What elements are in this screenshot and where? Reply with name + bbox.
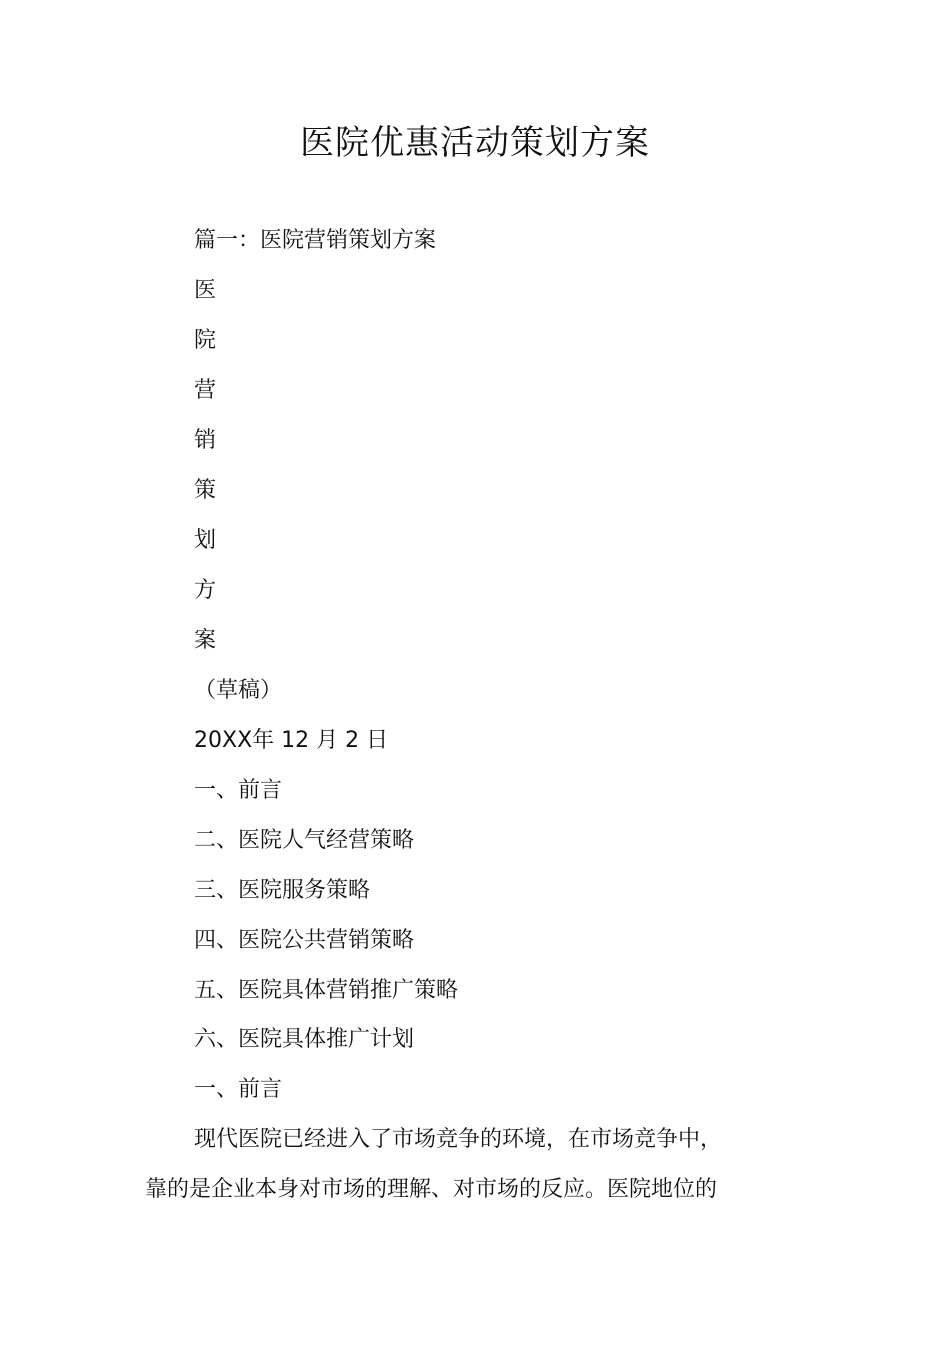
vertical-char: 销 bbox=[194, 428, 217, 453]
body-paragraph-line: 现代医院已经进入了市场竞争的环境，在市场竞争中， bbox=[194, 1127, 723, 1152]
vertical-char: 划 bbox=[194, 528, 217, 553]
document-title: 医院优惠活动策划方案 bbox=[300, 123, 650, 163]
section-heading: 篇一：医院营销策划方案 bbox=[194, 228, 437, 253]
toc-item: 四、医院公共营销策略 bbox=[194, 928, 415, 953]
vertical-char: 案 bbox=[194, 628, 217, 653]
vertical-char: 院 bbox=[194, 328, 217, 353]
draft-note: （草稿） bbox=[194, 678, 283, 703]
toc-item: 三、医院服务策略 bbox=[194, 878, 371, 903]
toc-item: 一、前言 bbox=[194, 778, 283, 803]
vertical-char: 策 bbox=[194, 478, 217, 503]
body-paragraph-line: 靠的是企业本身对市场的理解、对市场的反应。医院地位的 bbox=[145, 1177, 718, 1202]
intro-heading: 一、前言 bbox=[194, 1077, 283, 1102]
document-date: 20XX年 12 月 2 日 bbox=[194, 728, 389, 753]
vertical-char: 营 bbox=[194, 378, 217, 403]
toc-item: 五、医院具体营销推广策略 bbox=[194, 978, 459, 1003]
toc-item: 六、医院具体推广计划 bbox=[194, 1027, 415, 1052]
vertical-char: 方 bbox=[194, 578, 217, 603]
toc-item: 二、医院人气经营策略 bbox=[194, 828, 415, 853]
vertical-char: 医 bbox=[194, 278, 217, 303]
